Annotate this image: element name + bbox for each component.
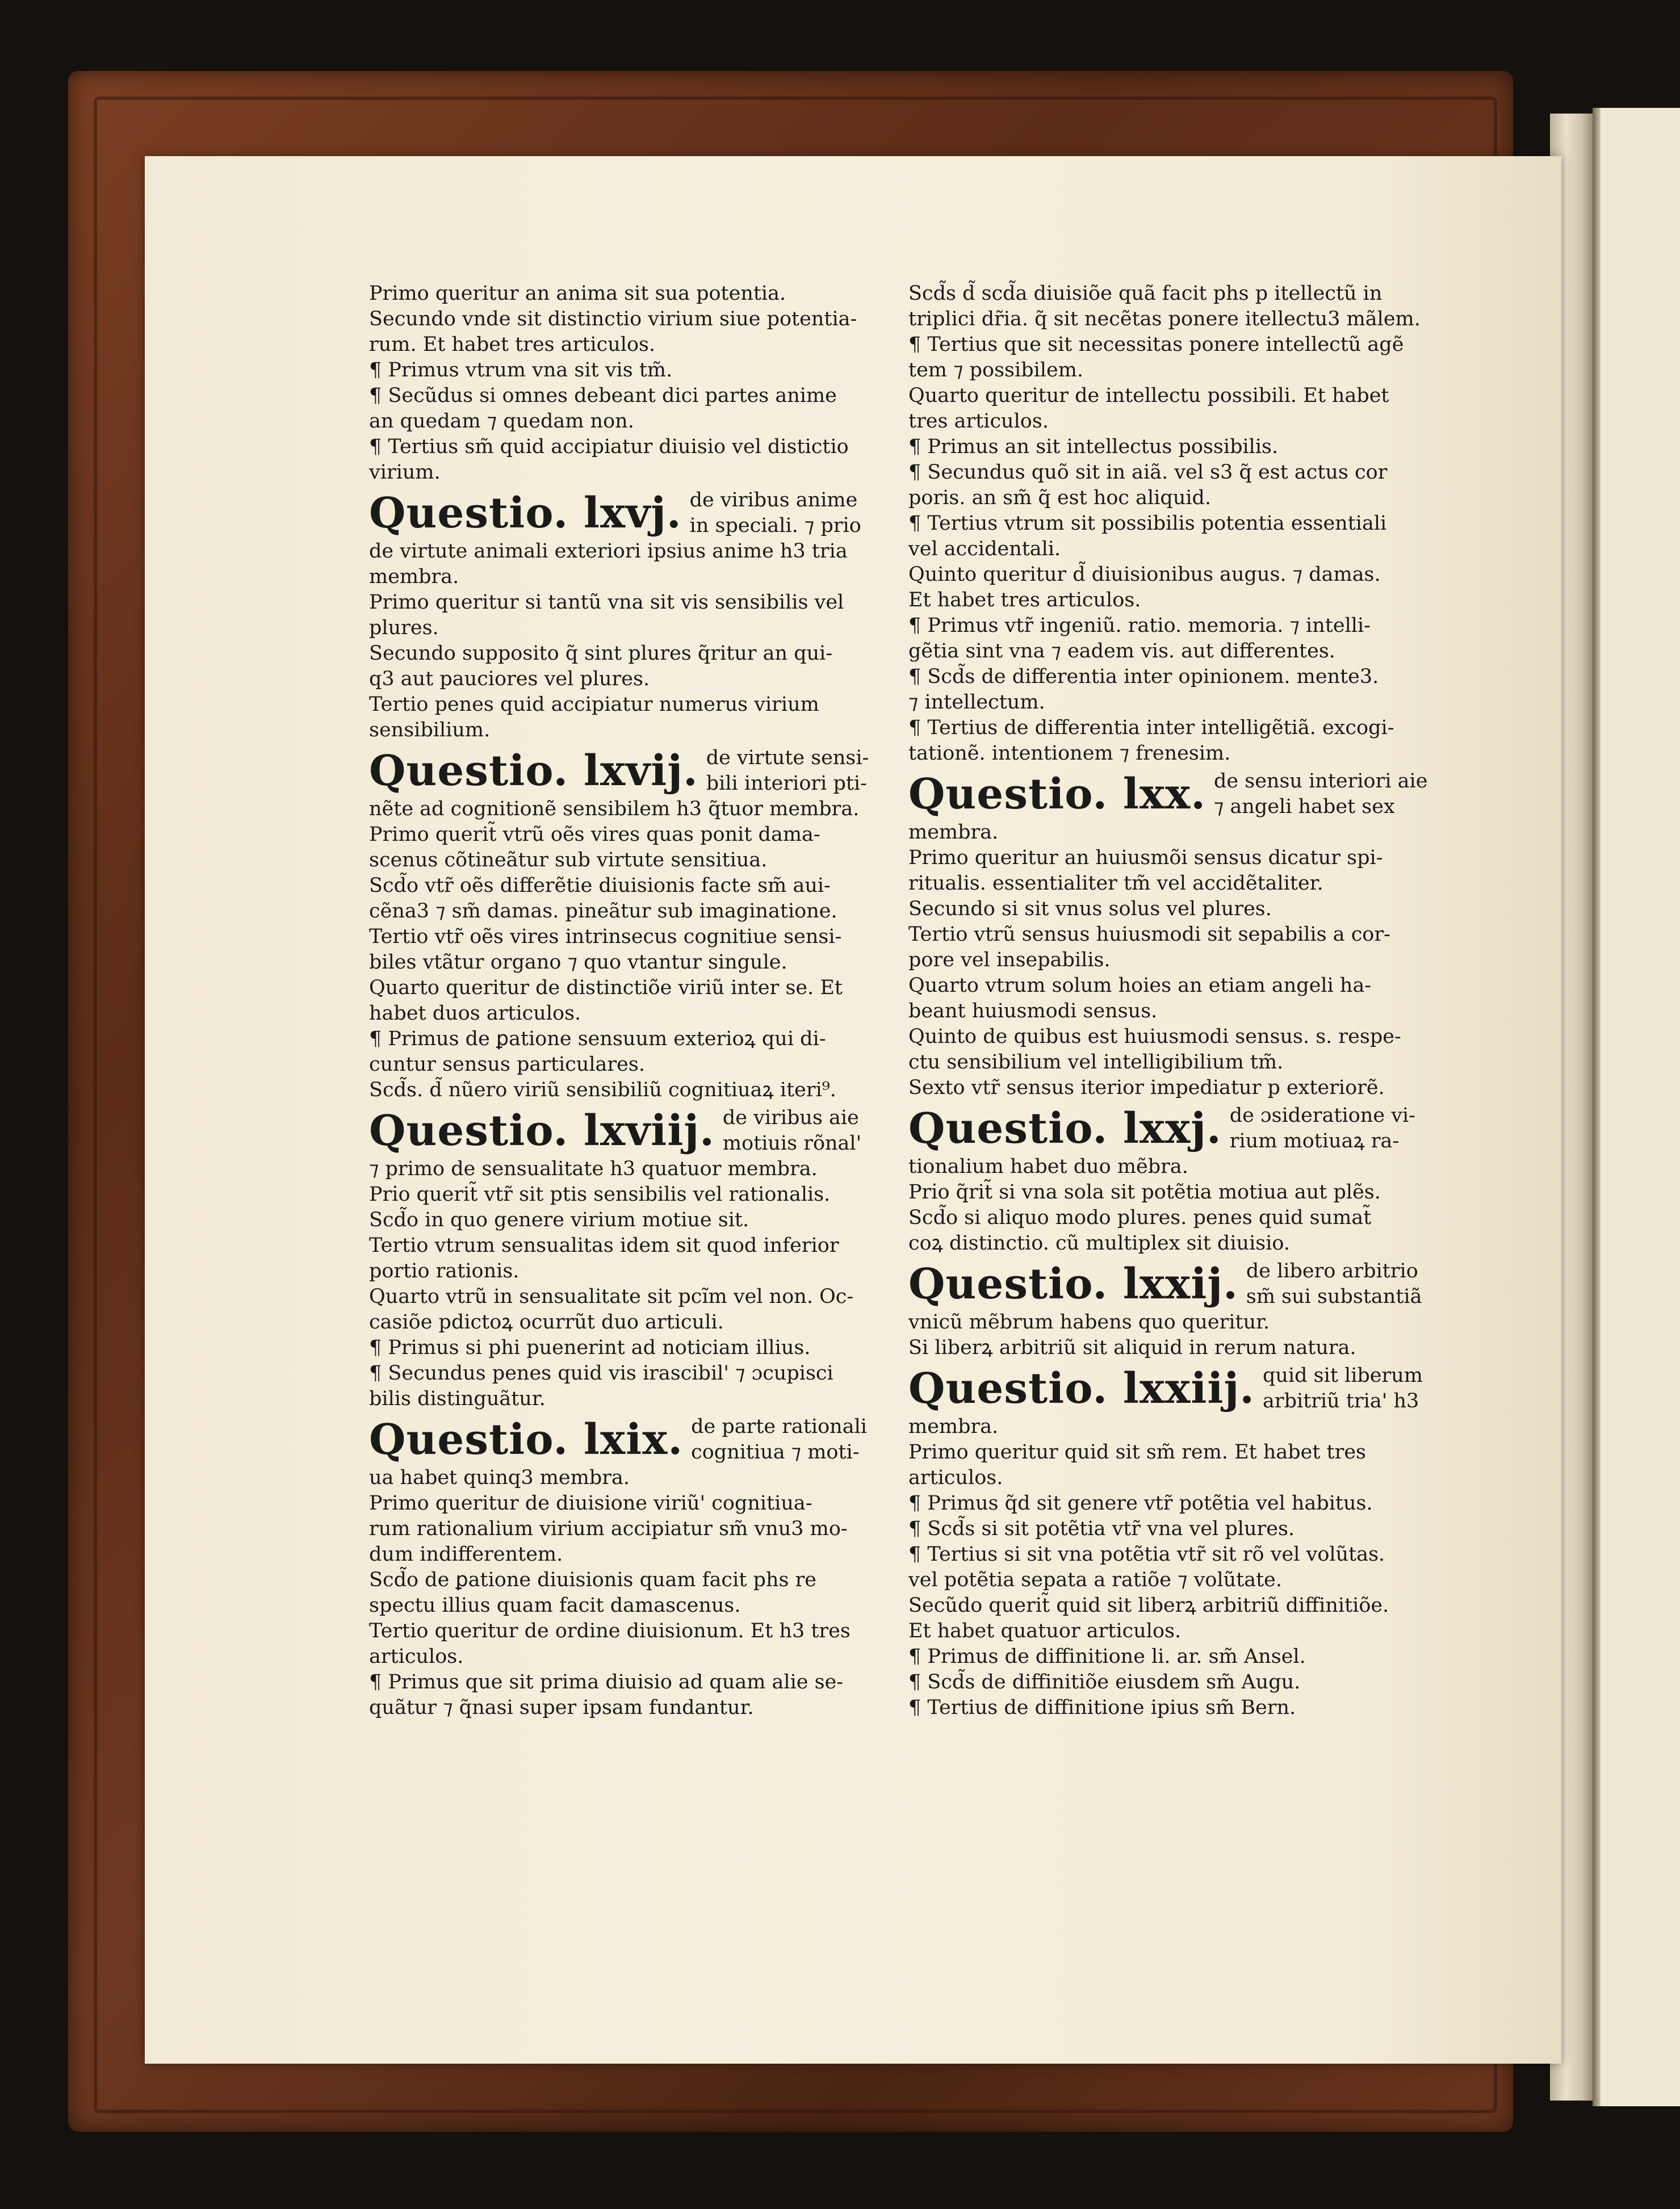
question-subtitle (691, 1414, 867, 1465)
text-line: membra. (369, 565, 459, 588)
text-line: Scd̃s. d̃ nũero viriũ sensibiliũ cognitiuaꝝ iteri⁹. (369, 1079, 836, 1101)
text-line: spectu illius quam facit damascenus. (369, 1594, 741, 1617)
question-heading (369, 745, 891, 797)
text-line: articulos. (369, 1645, 464, 1668)
text-line: ¶ Tertius de diffinitione ipius sm̃ Bern. (908, 1696, 1296, 1719)
text-line: q3 aut pauciores vel plures. (369, 668, 650, 690)
subtitle-line: de libero arbitrio (1246, 1260, 1418, 1282)
text-line: dum indifferentem. (369, 1543, 563, 1566)
text-line: plures. (369, 617, 439, 639)
text-line: triplici dr̃ia. q̃ sit necẽtas ponere itellectu3 mãlem. (908, 308, 1421, 330)
question-subtitle (723, 1105, 861, 1156)
text-line: Tertio vtr̃ oẽs vires intrinsecus cognitiue sensi- (369, 925, 842, 948)
text-line: nẽte ad cognitionẽ sensibilem h3 q̃tuor membra. (369, 798, 860, 820)
question-heading (908, 1363, 1453, 1414)
subtitle-line: de sensu interiori aie (1214, 770, 1428, 793)
text-line: Tertio queritur de ordine diuisionum. Et h3 tres (369, 1620, 851, 1642)
text-line: Quarto queritur de distinctiõe viriũ inter se. Et (369, 976, 843, 999)
text-line: Scd̃o in quo genere virium motiue sit. (369, 1209, 749, 1231)
subtitle-line: de ɔsideratione vi- (1229, 1104, 1415, 1127)
right-text-column (908, 281, 1453, 1721)
text-line: tionalium habet duo mẽbra. (908, 1155, 1188, 1178)
question-title: Questio. lxvj. (369, 489, 682, 538)
text-line: cuntur sensus particulares. (369, 1053, 645, 1076)
question-title: Questio. lxxij. (908, 1260, 1238, 1309)
text-line: ¶ Tertius de differentia inter intelligẽtiã. excogi- (908, 716, 1394, 739)
subtitle-line: quid sit liberum (1263, 1364, 1423, 1387)
text-line: Primo queritur quid sit sm̃ rem. Et habet tres (908, 1441, 1367, 1464)
text-line: Tertio vtrum sensualitas idem sit quod inferior (369, 1234, 839, 1257)
facing-page-shadow (1593, 108, 1601, 2106)
text-line: ¶ Secũdus si omnes debeant dici partes anime (369, 384, 837, 407)
text-line: Scd̃o de ꝑatione diuisionis quam facit phs re (369, 1569, 817, 1591)
question-subtitle (1263, 1363, 1423, 1414)
question-subtitle (1214, 769, 1427, 820)
text-line: ctu sensibilium vel intelligibilium tm̃. (908, 1051, 1284, 1074)
text-line: scenus cõtineãtur sub virtute sensitiua. (369, 849, 768, 871)
text-line: coꝝ distinctio. cũ multiplex sit diuisio. (908, 1232, 1291, 1255)
text-line: Quarto vtrum solum hoies an etiam angeli ha- (908, 974, 1372, 997)
text-line: sensibilium. (369, 719, 491, 741)
text-line: ¶ Primus vtrum vna sit vis tm̃. (369, 359, 673, 382)
text-line: Primo queritur an huiusmõi sensus dicatur spi- (908, 846, 1383, 869)
text-line: poris. an sm̃ q̃ est hoc aliquid. (908, 487, 1212, 509)
question-subtitle (706, 745, 869, 797)
text-line: Tertio penes quid accipiatur numerus virium (369, 693, 819, 716)
subtitle-line: de viribus anime (689, 489, 858, 512)
text-line: Secũdo querit̃ quid sit liberꝝ arbitriũ diffinitiõe. (908, 1594, 1389, 1617)
text-line: Primo queritur an anima sit sua potentia. (369, 282, 786, 305)
text-line: Quarto vtrũ in sensualitate sit pcĩm vel non. Oc- (369, 1285, 854, 1308)
text-line: ¶ Scd̃s si sit potẽtia vtr̃ vna vel plures. (908, 1518, 1295, 1540)
text-line: ¶ Primus de diffinitione li. ar. sm̃ Ansel. (908, 1645, 1306, 1668)
text-line: an quedam ⁊ quedam non. (369, 410, 634, 433)
text-line: ua habet quinq3 membra. (369, 1466, 630, 1489)
text-line: rum rationalium virium accipiatur sm̃ vnu3 mo- (369, 1518, 848, 1540)
subtitle-line: in speciali. ⁊ pri̇o (689, 514, 861, 537)
text-line: Quinto de quibus est huiusmodi sensus. s. respe- (908, 1025, 1401, 1048)
question-subtitle (1246, 1259, 1422, 1310)
text-line: Et habet tres articulos. (908, 589, 1141, 611)
text-line: ¶ Tertius que sit necessitas ponere intellectũ agẽ (908, 333, 1404, 356)
subtitle-line: de virtute sensi- (706, 747, 869, 769)
text-line: ¶ Scd̃s de diffinitiõe eiusdem sm̃ Augu. (908, 1671, 1301, 1694)
text-line: Secundo supposito q̃ sint plures q̃ritur an qui- (369, 642, 833, 665)
text-line: ¶ Primus de ꝑatione sensuum exterioꝝ qui di- (369, 1028, 826, 1050)
text-line: Scd̃o si aliquo modo plures. penes quid sumat̃ (908, 1206, 1372, 1229)
text-line: Scd̃s d̃ scd̃a diuisiõe quã facit phs p itellectũ in (908, 282, 1382, 305)
question-title: Questio. lxvij. (369, 747, 698, 795)
subtitle-line: bili interiori pti- (706, 772, 867, 795)
text-line: vel accidentali. (908, 538, 1061, 560)
text-line: pore vel insepabilis. (908, 949, 1111, 971)
text-line: vnicũ mẽbrum habens quo queritur. (908, 1311, 1270, 1334)
question-heading (908, 1259, 1453, 1310)
question-heading (369, 488, 891, 539)
question-heading (369, 1414, 891, 1465)
text-line: ¶ Tertius vtrum sit possibilis potentia essentiali (908, 512, 1387, 535)
text-line: ¶ Primus que sit prima diuisio ad quam alie se- (369, 1671, 844, 1694)
text-line: ¶ Primus vtr̃ ingeniũ. ratio. memoria. ⁊ intelli- (908, 614, 1371, 637)
text-line: Si liberꝝ arbitriũ sit aliquid in rerum natura. (908, 1336, 1356, 1359)
text-line: Secundo vnde sit distinctio virium siue potentia- (369, 308, 857, 330)
question-title: Questio. lxx. (908, 770, 1206, 819)
text-line: biles vtãtur organo ⁊ quo vtantur singule. (369, 951, 787, 974)
text-line: portio rationis. (369, 1260, 519, 1282)
text-line: Primo queritur si tantũ vna sit vis sensibilis vel (369, 591, 844, 614)
text-line: de virtute animali exteriori ipsius anime h3 tria (369, 540, 848, 563)
text-line: membra. (908, 1415, 999, 1438)
text-line: virium. (369, 461, 441, 484)
text-line: ¶ Secundus penes quid vis irascibil' ⁊ ɔcupisci (369, 1362, 833, 1385)
text-line: tationẽ. intentionem ⁊ frenesim. (908, 742, 1231, 765)
text-line: ¶ Tertius sm̃ quid accipiatur diuisio vel distictio (369, 435, 849, 458)
question-title: Questio. lxxj. (908, 1104, 1222, 1153)
facing-page-edge (1593, 108, 1680, 2106)
question-subtitle (690, 488, 861, 539)
subtitle-line: sm̃ sui substantiã (1246, 1285, 1422, 1308)
subtitle-line: cognitiua ⁊ moti- (691, 1441, 860, 1464)
text-line: Pri̇o q̃rit̃ si vna sola sit potẽtia motiua aut plẽs. (908, 1181, 1381, 1204)
question-title: Questio. lxxiij. (908, 1364, 1255, 1413)
text-line: ¶ Primus q̃d sit genere vtr̃ potẽtia vel habitus. (908, 1492, 1373, 1515)
text-line: Scd̃o vtr̃ oẽs differẽtie diuisionis facte sm̃ aui- (369, 874, 831, 897)
text-line: Primo queritur de diuisione viriũ' cognitiua- (369, 1492, 812, 1515)
text-line: articulos. (908, 1466, 1003, 1489)
text-line: Pri̇o querit̃ vtr̃ sit ptis sensibilis vel rationalis. (369, 1183, 831, 1206)
text-line: ¶ Secundus quõ sit in aiã. vel s3 q̃ est actus cor (908, 461, 1388, 484)
text-line: ¶ Scd̃s de differentia inter opinionem. mente3. (908, 665, 1379, 688)
subtitle-line: arbitriũ tria' h3 (1263, 1390, 1419, 1412)
text-line: ¶ Primus an sit intellectus possibilis. (908, 435, 1279, 458)
text-line: vel potẽtia sepata a ratiõe ⁊ volũtate. (908, 1569, 1283, 1591)
text-line: Sexto vtr̃ sensus iterior impediatur p exteriorẽ. (908, 1076, 1385, 1099)
subtitle-line: motiuis rõnal' (722, 1132, 862, 1155)
subtitle-line: rium motiuaꝝ ra- (1229, 1130, 1400, 1152)
text-line: ¶ Tertius si sit vna potẽtia vtr̃ sit rõ vel volũtas. (908, 1543, 1385, 1566)
text-line: Primo querit̃ vtrũ oẽs vires quas ponit dama- (369, 823, 820, 846)
question-heading (369, 1105, 891, 1156)
text-line: bilis distinguãtur. (369, 1388, 546, 1410)
text-line: gẽtia sint vna ⁊ eadem vis. aut differentes. (908, 640, 1335, 663)
text-line: Quinto queritur d̃ diuisionibus augus. ⁊ damas. (908, 563, 1381, 586)
question-subtitle (1230, 1103, 1415, 1154)
text-line: Et habet quatuor articulos. (908, 1620, 1182, 1642)
text-line: casiõe pdictoꝝ ocurrũt duo articuli. (369, 1311, 724, 1334)
text-line: ⁊ primo de sensualitate h3 quatuor membra. (369, 1158, 818, 1180)
text-line: habet duos articulos. (369, 1002, 581, 1025)
text-line: membra. (908, 821, 999, 844)
text-line: tres articulos. (908, 410, 1049, 433)
text-line: cẽna3 ⁊ sm̃ damas. pineãtur sub imaginatione. (369, 900, 837, 923)
question-title: Questio. lxix. (369, 1415, 684, 1464)
subtitle-line: de parte rationali (691, 1415, 867, 1438)
left-text-column (369, 281, 891, 1721)
text-line: ritualis. essentialiter tm̃ vel accidẽtaliter. (908, 872, 1323, 895)
text-line: Tertio vtrũ sensus huiusmodi sit sepabilis a cor- (908, 923, 1390, 946)
text-line: quãtur ⁊ q̃nasi super ipsam fundantur. (369, 1696, 754, 1719)
subtitle-line: ⁊ angeli habet sex (1214, 795, 1395, 818)
question-heading (908, 769, 1453, 820)
question-title: Questio. lxviij. (369, 1106, 715, 1155)
text-line: tem ⁊ possibilem. (908, 359, 1084, 382)
text-line: rum. Et habet tres articulos. (369, 333, 656, 356)
text-line: ¶ Primus si phi puenerint ad noticiam illius. (369, 1336, 811, 1359)
question-heading (908, 1103, 1453, 1154)
text-line: beant huiusmodi sensus. (908, 1000, 1158, 1022)
text-line: ⁊ intellectum. (908, 691, 1045, 714)
text-line: Secundo si sit vnus solus vel plures. (908, 898, 1272, 920)
subtitle-line: de viribus aie (722, 1106, 859, 1129)
text-line: Quarto queritur de intellectu possibili. Et habet (908, 384, 1389, 407)
